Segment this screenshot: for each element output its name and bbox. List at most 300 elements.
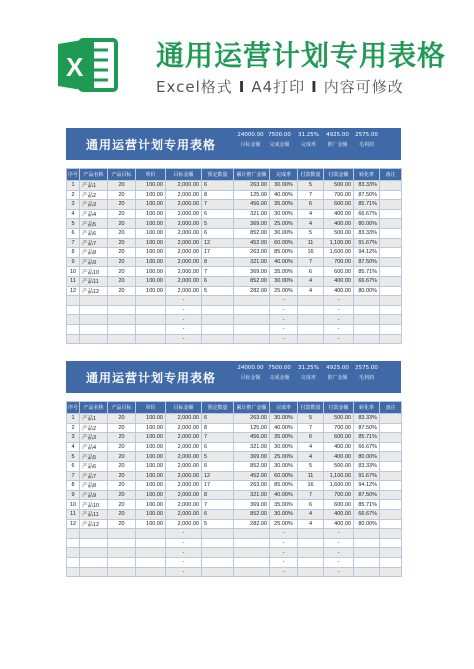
- table-cell[interactable]: 20: [108, 461, 136, 471]
- table-cell[interactable]: 1,600.00: [324, 481, 354, 491]
- table-cell[interactable]: [108, 567, 136, 577]
- table-cell[interactable]: [67, 324, 80, 334]
- table-cell[interactable]: [298, 334, 324, 344]
- table-cell[interactable]: [380, 557, 402, 567]
- table-cell[interactable]: [354, 305, 380, 315]
- table-cell[interactable]: 452.00: [234, 471, 270, 481]
- table-cell[interactable]: [67, 548, 80, 558]
- table-cell[interactable]: 6: [202, 414, 234, 424]
- table-cell[interactable]: 60.00%: [270, 238, 298, 248]
- table-cell[interactable]: [80, 324, 108, 334]
- table-cell[interactable]: -: [270, 324, 298, 334]
- table-cell[interactable]: [67, 296, 80, 306]
- table-cell[interactable]: 369.00: [234, 500, 270, 510]
- table-cell[interactable]: 100.00: [136, 267, 166, 277]
- table-cell[interactable]: 20: [108, 267, 136, 277]
- table-cell[interactable]: [234, 529, 270, 539]
- table-cell[interactable]: 100.00: [136, 461, 166, 471]
- table-cell[interactable]: 369.00: [234, 267, 270, 277]
- table-cell[interactable]: 8: [67, 248, 80, 258]
- table-cell[interactable]: -: [324, 557, 354, 567]
- table-cell[interactable]: -: [324, 296, 354, 306]
- table-cell[interactable]: 20: [108, 200, 136, 210]
- table-cell[interactable]: 6: [298, 500, 324, 510]
- table-cell[interactable]: 产品8: [80, 481, 108, 491]
- table-cell[interactable]: 1: [67, 414, 80, 424]
- table-cell[interactable]: 700.00: [324, 190, 354, 200]
- table-cell[interactable]: [234, 548, 270, 558]
- table-cell[interactable]: 100.00: [136, 181, 166, 191]
- table-cell[interactable]: [380, 286, 402, 296]
- table-cell[interactable]: 产品5: [80, 219, 108, 229]
- table-cell[interactable]: 100.00: [136, 190, 166, 200]
- table-cell[interactable]: 500.00: [324, 461, 354, 471]
- table-cell[interactable]: 6: [298, 200, 324, 210]
- table-cell[interactable]: -: [166, 296, 202, 306]
- table-cell[interactable]: [234, 334, 270, 344]
- table-cell[interactable]: 1,100.00: [324, 238, 354, 248]
- table-cell[interactable]: [234, 305, 270, 315]
- table-cell[interactable]: -: [324, 334, 354, 344]
- table-cell[interactable]: [380, 276, 402, 286]
- table-cell[interactable]: 20: [108, 190, 136, 200]
- table-cell[interactable]: [80, 305, 108, 315]
- table-cell[interactable]: 2,000.00: [166, 286, 202, 296]
- table-cell[interactable]: 852.00: [234, 461, 270, 471]
- table-cell[interactable]: 400.00: [324, 452, 354, 462]
- table-cell[interactable]: [354, 567, 380, 577]
- table-cell[interactable]: 66.67%: [354, 509, 380, 519]
- table-cell[interactable]: 12: [202, 471, 234, 481]
- table-cell[interactable]: [380, 519, 402, 529]
- table-cell[interactable]: [67, 305, 80, 315]
- table-cell[interactable]: 1,100.00: [324, 471, 354, 481]
- table-cell[interactable]: 7: [202, 500, 234, 510]
- table-cell[interactable]: 40.00%: [270, 423, 298, 433]
- table-cell[interactable]: 产品8: [80, 248, 108, 258]
- table-cell[interactable]: [380, 315, 402, 325]
- table-cell[interactable]: 产品1: [80, 181, 108, 191]
- table-cell[interactable]: 400.00: [324, 519, 354, 529]
- table-cell[interactable]: 263.00: [234, 414, 270, 424]
- table-cell[interactable]: 25.00%: [270, 519, 298, 529]
- table-cell[interactable]: 产品12: [80, 286, 108, 296]
- table-cell[interactable]: [380, 442, 402, 452]
- table-cell[interactable]: 9: [67, 257, 80, 267]
- table-cell[interactable]: [234, 557, 270, 567]
- table-cell[interactable]: 66.67%: [354, 276, 380, 286]
- table-cell[interactable]: [354, 324, 380, 334]
- table-cell[interactable]: 7: [67, 471, 80, 481]
- table-cell[interactable]: 20: [108, 181, 136, 191]
- table-cell[interactable]: [380, 538, 402, 548]
- table-cell[interactable]: -: [166, 315, 202, 325]
- table-cell[interactable]: [298, 548, 324, 558]
- table-cell[interactable]: -: [324, 324, 354, 334]
- table-cell[interactable]: -: [270, 538, 298, 548]
- table-cell[interactable]: 100.00: [136, 433, 166, 443]
- table-cell[interactable]: 2,000.00: [166, 276, 202, 286]
- table-cell[interactable]: 282.00: [234, 519, 270, 529]
- table-cell[interactable]: [202, 324, 234, 334]
- table-cell[interactable]: 20: [108, 209, 136, 219]
- table-cell[interactable]: 4: [67, 442, 80, 452]
- table-cell[interactable]: 35.00%: [270, 433, 298, 443]
- table-cell[interactable]: 产品4: [80, 442, 108, 452]
- table-cell[interactable]: 400.00: [324, 209, 354, 219]
- table-cell[interactable]: 263.00: [234, 181, 270, 191]
- table-cell[interactable]: 85.71%: [354, 200, 380, 210]
- table-cell[interactable]: 700.00: [324, 490, 354, 500]
- table-cell[interactable]: [136, 567, 166, 577]
- table-cell[interactable]: [234, 296, 270, 306]
- table-cell[interactable]: [380, 267, 402, 277]
- table-cell[interactable]: 6: [202, 276, 234, 286]
- table-cell[interactable]: [202, 557, 234, 567]
- table-cell[interactable]: 产品10: [80, 267, 108, 277]
- table-cell[interactable]: 6: [67, 461, 80, 471]
- table-cell[interactable]: [67, 315, 80, 325]
- table-cell[interactable]: [298, 296, 324, 306]
- table-cell[interactable]: 80.00%: [354, 452, 380, 462]
- table-cell[interactable]: 100.00: [136, 238, 166, 248]
- table-cell[interactable]: 100.00: [136, 452, 166, 462]
- table-cell[interactable]: 20: [108, 433, 136, 443]
- table-cell[interactable]: 125.00: [234, 423, 270, 433]
- table-cell[interactable]: [380, 423, 402, 433]
- table-cell[interactable]: 10: [67, 500, 80, 510]
- table-cell[interactable]: 11: [298, 238, 324, 248]
- table-cell[interactable]: 3: [67, 200, 80, 210]
- table-cell[interactable]: 87.50%: [354, 190, 380, 200]
- table-cell[interactable]: 产品1: [80, 414, 108, 424]
- table-cell[interactable]: [202, 529, 234, 539]
- table-cell[interactable]: -: [166, 557, 202, 567]
- table-cell[interactable]: 4: [298, 209, 324, 219]
- table-cell[interactable]: [136, 538, 166, 548]
- table-cell[interactable]: [108, 296, 136, 306]
- table-cell[interactable]: [354, 538, 380, 548]
- table-cell[interactable]: [380, 461, 402, 471]
- table-cell[interactable]: [354, 315, 380, 325]
- table-cell[interactable]: 6: [298, 267, 324, 277]
- table-cell[interactable]: 20: [108, 248, 136, 258]
- table-cell[interactable]: 400.00: [324, 442, 354, 452]
- table-cell[interactable]: 30.00%: [270, 461, 298, 471]
- table-cell[interactable]: 20: [108, 519, 136, 529]
- table-cell[interactable]: 4: [298, 442, 324, 452]
- table-cell[interactable]: -: [270, 334, 298, 344]
- table-cell[interactable]: 40.00%: [270, 490, 298, 500]
- table-cell[interactable]: [380, 452, 402, 462]
- table-cell[interactable]: 100.00: [136, 442, 166, 452]
- table-cell[interactable]: [136, 305, 166, 315]
- table-cell[interactable]: 7: [298, 257, 324, 267]
- table-cell[interactable]: 700.00: [324, 257, 354, 267]
- table-cell[interactable]: 30.00%: [270, 414, 298, 424]
- table-cell[interactable]: [202, 548, 234, 558]
- table-cell[interactable]: 83.33%: [354, 414, 380, 424]
- table-cell[interactable]: 20: [108, 276, 136, 286]
- table-cell[interactable]: 2,000.00: [166, 219, 202, 229]
- table-cell[interactable]: [380, 490, 402, 500]
- table-cell[interactable]: 100.00: [136, 200, 166, 210]
- table-cell[interactable]: 6: [202, 509, 234, 519]
- table-cell[interactable]: 100.00: [136, 209, 166, 219]
- table-cell[interactable]: 2,000.00: [166, 228, 202, 238]
- table-cell[interactable]: 30.00%: [270, 228, 298, 238]
- table-cell[interactable]: [298, 567, 324, 577]
- table-cell[interactable]: 17: [202, 481, 234, 491]
- table-cell[interactable]: 5: [202, 519, 234, 529]
- table-cell[interactable]: 16: [298, 481, 324, 491]
- table-cell[interactable]: 产品2: [80, 190, 108, 200]
- table-cell[interactable]: 600.00: [324, 200, 354, 210]
- table-cell[interactable]: 20: [108, 500, 136, 510]
- table-cell[interactable]: 2,000.00: [166, 461, 202, 471]
- table-cell[interactable]: -: [270, 315, 298, 325]
- table-cell[interactable]: [136, 529, 166, 539]
- table-cell[interactable]: 66.67%: [354, 442, 380, 452]
- table-cell[interactable]: 35.00%: [270, 200, 298, 210]
- table-cell[interactable]: 20: [108, 481, 136, 491]
- table-cell[interactable]: 20: [108, 452, 136, 462]
- table-cell[interactable]: 94.12%: [354, 248, 380, 258]
- table-cell[interactable]: [298, 305, 324, 315]
- table-cell[interactable]: 4: [298, 219, 324, 229]
- table-cell[interactable]: 5: [298, 414, 324, 424]
- table-cell[interactable]: [380, 529, 402, 539]
- table-cell[interactable]: 700.00: [324, 423, 354, 433]
- table-cell[interactable]: 87.50%: [354, 257, 380, 267]
- table-cell[interactable]: 91.67%: [354, 471, 380, 481]
- table-cell[interactable]: 产品3: [80, 200, 108, 210]
- table-cell[interactable]: 100.00: [136, 276, 166, 286]
- table-cell[interactable]: -: [166, 529, 202, 539]
- table-cell[interactable]: 20: [108, 257, 136, 267]
- table-cell[interactable]: [380, 219, 402, 229]
- table-cell[interactable]: 产品2: [80, 423, 108, 433]
- table-cell[interactable]: 5: [202, 219, 234, 229]
- table-cell[interactable]: [298, 557, 324, 567]
- table-cell[interactable]: 20: [108, 442, 136, 452]
- table-cell[interactable]: 20: [108, 219, 136, 229]
- table-cell[interactable]: [354, 529, 380, 539]
- table-cell[interactable]: 263.00: [234, 248, 270, 258]
- table-cell[interactable]: 2: [67, 190, 80, 200]
- table-cell[interactable]: 20: [108, 471, 136, 481]
- table-cell[interactable]: [136, 296, 166, 306]
- table-cell[interactable]: [354, 557, 380, 567]
- table-cell[interactable]: 852.00: [234, 509, 270, 519]
- table-cell[interactable]: 600.00: [324, 267, 354, 277]
- table-cell[interactable]: -: [270, 567, 298, 577]
- table-cell[interactable]: [298, 315, 324, 325]
- table-cell[interactable]: 2,000.00: [166, 500, 202, 510]
- table-cell[interactable]: 10: [67, 267, 80, 277]
- table-cell[interactable]: 产品3: [80, 433, 108, 443]
- table-cell[interactable]: 2,000.00: [166, 257, 202, 267]
- table-cell[interactable]: 产品6: [80, 461, 108, 471]
- table-cell[interactable]: [80, 334, 108, 344]
- table-cell[interactable]: [380, 209, 402, 219]
- table-cell[interactable]: [380, 433, 402, 443]
- table-cell[interactable]: 30.00%: [270, 442, 298, 452]
- table-cell[interactable]: [67, 529, 80, 539]
- table-cell[interactable]: [380, 238, 402, 248]
- table-cell[interactable]: 2,000.00: [166, 452, 202, 462]
- table-cell[interactable]: 产品10: [80, 500, 108, 510]
- table-cell[interactable]: 100.00: [136, 219, 166, 229]
- table-cell[interactable]: 25.00%: [270, 452, 298, 462]
- table-cell[interactable]: 321.00: [234, 442, 270, 452]
- table-cell[interactable]: 6: [298, 433, 324, 443]
- table-cell[interactable]: 5: [298, 181, 324, 191]
- table-cell[interactable]: 100.00: [136, 509, 166, 519]
- table-cell[interactable]: 25.00%: [270, 286, 298, 296]
- table-cell[interactable]: [380, 567, 402, 577]
- table-cell[interactable]: 产品12: [80, 519, 108, 529]
- table-cell[interactable]: 4: [67, 209, 80, 219]
- table-cell[interactable]: 7: [298, 490, 324, 500]
- table-cell[interactable]: 11: [67, 509, 80, 519]
- table-cell[interactable]: 2,000.00: [166, 433, 202, 443]
- table-cell[interactable]: [380, 509, 402, 519]
- table-cell[interactable]: [202, 315, 234, 325]
- table-cell[interactable]: -: [166, 548, 202, 558]
- table-cell[interactable]: [108, 538, 136, 548]
- table-cell[interactable]: 66.67%: [354, 209, 380, 219]
- table-cell[interactable]: -: [270, 529, 298, 539]
- table-cell[interactable]: 80.00%: [354, 519, 380, 529]
- table-cell[interactable]: [298, 538, 324, 548]
- table-cell[interactable]: [108, 305, 136, 315]
- table-cell[interactable]: [202, 567, 234, 577]
- table-cell[interactable]: [136, 324, 166, 334]
- table-cell[interactable]: 100.00: [136, 257, 166, 267]
- table-cell[interactable]: [136, 557, 166, 567]
- table-cell[interactable]: 9: [67, 490, 80, 500]
- table-cell[interactable]: 100.00: [136, 248, 166, 258]
- table-cell[interactable]: 2,000.00: [166, 481, 202, 491]
- table-cell[interactable]: 6: [202, 461, 234, 471]
- table-cell[interactable]: [108, 548, 136, 558]
- table-cell[interactable]: 20: [108, 286, 136, 296]
- table-cell[interactable]: 369.00: [234, 219, 270, 229]
- table-cell[interactable]: 85.71%: [354, 500, 380, 510]
- table-cell[interactable]: 7: [202, 200, 234, 210]
- table-cell[interactable]: 400.00: [324, 286, 354, 296]
- table-cell[interactable]: 852.00: [234, 228, 270, 238]
- table-cell[interactable]: 40.00%: [270, 190, 298, 200]
- table-cell[interactable]: 20: [108, 414, 136, 424]
- table-cell[interactable]: 17: [202, 248, 234, 258]
- table-cell[interactable]: 7: [202, 433, 234, 443]
- table-cell[interactable]: -: [324, 567, 354, 577]
- table-cell[interactable]: 20: [108, 490, 136, 500]
- table-cell[interactable]: 85.00%: [270, 248, 298, 258]
- table-cell[interactable]: [354, 334, 380, 344]
- table-cell[interactable]: 85.00%: [270, 481, 298, 491]
- table-cell[interactable]: [380, 296, 402, 306]
- table-cell[interactable]: 263.00: [234, 481, 270, 491]
- table-cell[interactable]: 2,000.00: [166, 490, 202, 500]
- table-cell[interactable]: [234, 538, 270, 548]
- table-cell[interactable]: 100.00: [136, 423, 166, 433]
- table-cell[interactable]: 6: [67, 228, 80, 238]
- table-cell[interactable]: 产品5: [80, 452, 108, 462]
- table-cell[interactable]: [354, 296, 380, 306]
- table-cell[interactable]: 321.00: [234, 209, 270, 219]
- table-cell[interactable]: 5: [67, 219, 80, 229]
- table-cell[interactable]: [234, 315, 270, 325]
- table-cell[interactable]: 6: [202, 181, 234, 191]
- table-cell[interactable]: 30.00%: [270, 209, 298, 219]
- table-cell[interactable]: 2,000.00: [166, 423, 202, 433]
- table-cell[interactable]: 8: [202, 257, 234, 267]
- table-cell[interactable]: [67, 538, 80, 548]
- table-cell[interactable]: 7: [67, 238, 80, 248]
- table-cell[interactable]: 369.00: [234, 452, 270, 462]
- table-cell[interactable]: 11: [298, 471, 324, 481]
- table-cell[interactable]: [80, 315, 108, 325]
- table-cell[interactable]: 7: [298, 423, 324, 433]
- table-cell[interactable]: 12: [202, 238, 234, 248]
- table-cell[interactable]: 25.00%: [270, 219, 298, 229]
- table-cell[interactable]: [67, 334, 80, 344]
- table-cell[interactable]: [108, 324, 136, 334]
- table-cell[interactable]: 4: [298, 519, 324, 529]
- table-cell[interactable]: [380, 257, 402, 267]
- table-cell[interactable]: 852.00: [234, 276, 270, 286]
- table-cell[interactable]: 5: [298, 228, 324, 238]
- table-cell[interactable]: [202, 296, 234, 306]
- table-cell[interactable]: 100.00: [136, 490, 166, 500]
- table-cell[interactable]: 5: [202, 286, 234, 296]
- table-cell[interactable]: 100.00: [136, 481, 166, 491]
- table-cell[interactable]: [80, 557, 108, 567]
- table-cell[interactable]: -: [166, 538, 202, 548]
- table-cell[interactable]: [354, 548, 380, 558]
- table-cell[interactable]: 2,000.00: [166, 238, 202, 248]
- table-cell[interactable]: 452.00: [234, 238, 270, 248]
- table-cell[interactable]: [67, 557, 80, 567]
- table-cell[interactable]: 80.00%: [354, 286, 380, 296]
- table-cell[interactable]: [202, 334, 234, 344]
- table-cell[interactable]: 35.00%: [270, 500, 298, 510]
- table-cell[interactable]: 30.00%: [270, 181, 298, 191]
- table-cell[interactable]: 5: [298, 461, 324, 471]
- table-cell[interactable]: 产品11: [80, 276, 108, 286]
- table-cell[interactable]: 4: [298, 509, 324, 519]
- table-cell[interactable]: -: [324, 315, 354, 325]
- table-cell[interactable]: -: [166, 305, 202, 315]
- table-cell[interactable]: -: [324, 529, 354, 539]
- table-cell[interactable]: 8: [202, 190, 234, 200]
- table-cell[interactable]: 40.00%: [270, 257, 298, 267]
- table-cell[interactable]: 2,000.00: [166, 442, 202, 452]
- table-cell[interactable]: [67, 567, 80, 577]
- table-cell[interactable]: 83.33%: [354, 228, 380, 238]
- table-cell[interactable]: 83.33%: [354, 181, 380, 191]
- table-cell[interactable]: 30.00%: [270, 509, 298, 519]
- table-cell[interactable]: 1: [67, 181, 80, 191]
- table-cell[interactable]: -: [270, 557, 298, 567]
- table-cell[interactable]: 456.00: [234, 200, 270, 210]
- table-cell[interactable]: 100.00: [136, 500, 166, 510]
- table-cell[interactable]: 1,600.00: [324, 248, 354, 258]
- table-cell[interactable]: 2,000.00: [166, 209, 202, 219]
